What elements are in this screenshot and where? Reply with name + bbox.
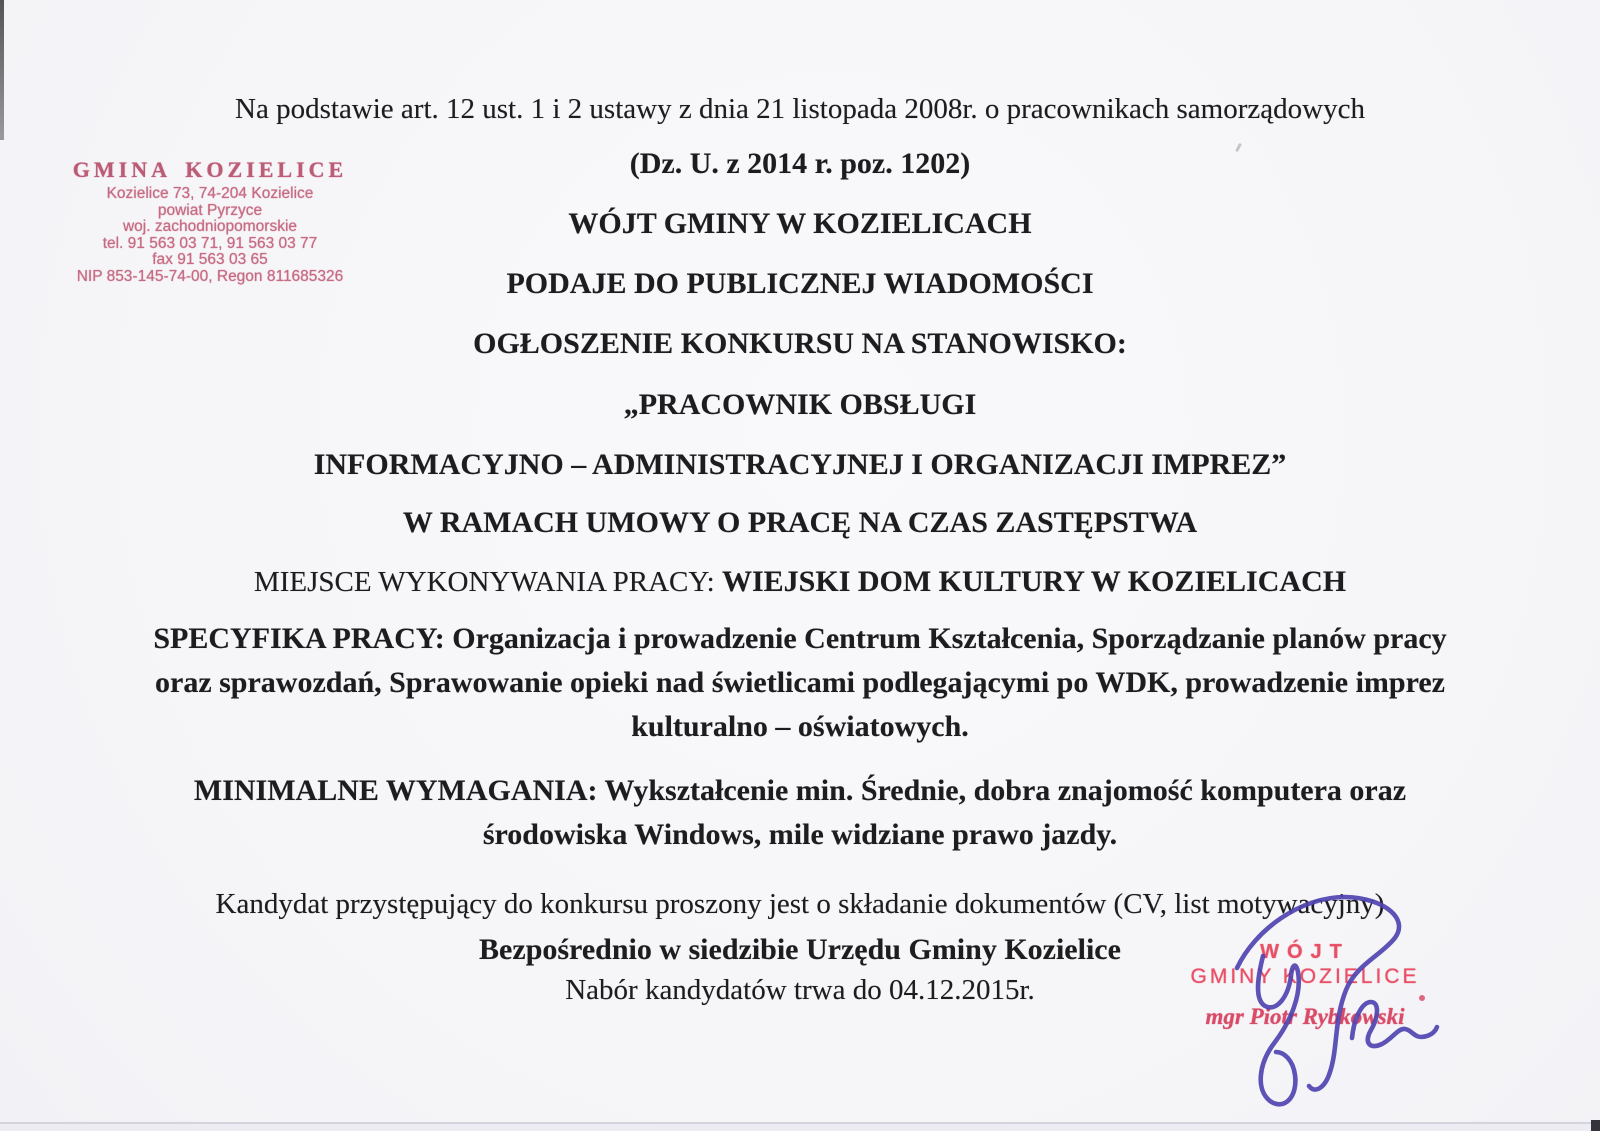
mayor-stamp xyxy=(1185,941,1425,1030)
application-line: Kandydat przystępujący do konkursu proszony jest o składanie dokumentów (CV, list motywacyjny) xyxy=(215,888,1385,920)
announcement-line: PODAJE DO PUBLICZNEJ WIADOMOŚCI xyxy=(506,267,1094,300)
job-description-line-3: kulturalno – oświatowych. xyxy=(631,710,969,743)
stamp-ink-dot xyxy=(1419,995,1425,1001)
contract-line: W RAMACH UMOWY O PRACĘ NA CZAS ZASTĘPSTWA xyxy=(402,506,1198,539)
municipality-stamp-address-5: fax 91 563 03 65 xyxy=(152,251,268,268)
scan-corner-mark xyxy=(1591,1120,1600,1131)
municipality-stamp-address-1: Kozielice 73, 74-204 Kozielice xyxy=(106,185,314,202)
application-place-line: Bezpośrednio w siedzibie Urzędu Gminy Kozielice xyxy=(479,933,1121,966)
municipality-stamp-title: GMINA KOZIELICE xyxy=(72,157,348,182)
position-line-2: INFORMACYJNO – ADMINISTRACYJNEJ I ORGANIZACJI IMPREZ” xyxy=(313,448,1287,481)
job-description-line-1: SPECYFIKA PRACY: Organizacja i prowadzenie Centrum Kształcenia, Sporządzanie planów pracy xyxy=(153,622,1447,655)
municipality-stamp-address-4: tel. 91 563 03 71, 91 563 03 77 xyxy=(102,234,318,252)
municipality-stamp-address-6: NIP 853-145-74-00, Regon 811685326 xyxy=(76,267,344,285)
workplace-value: WIEJSKI DOM KULTURY W KOZIELICACH xyxy=(721,565,1347,598)
requirements-line-1: MINIMALNE WYMAGANIA: Wykształcenie min. Średnie, dobra znajomość komputera oraz xyxy=(193,774,1407,807)
requirements-line-2: środowiska Windows, mile widziane prawo jazdy. xyxy=(482,818,1118,851)
intro-line: Na podstawie art. 12 ust. 1 i 2 ustawy z dnia 21 listopada 2008r. o pracownikach samorządowych xyxy=(235,93,1365,125)
municipality-stamp-address-2: powiat Pyrzyce xyxy=(157,201,263,219)
workplace-line xyxy=(0,565,1600,600)
municipality-stamp xyxy=(64,157,356,285)
position-line-1: „PRACOWNIK OBSŁUGI xyxy=(623,388,977,421)
job-description-line-2: oraz sprawozdań, Sprawowanie opieki nad świetlicami podlegającymi po WDK, prowadzenie imprez xyxy=(155,666,1445,699)
scan-edge-left xyxy=(0,0,4,140)
workplace-label: MIEJSCE WYKONYWANIA PRACY: xyxy=(253,566,722,598)
mayor-stamp-name: mgr Piotr Rybkowski xyxy=(1205,1004,1405,1029)
scan-bottom-area xyxy=(0,1124,1600,1131)
municipality-stamp-address-3: woj. zachodniopomorskie xyxy=(122,218,298,235)
mayor-stamp-title: WÓJT xyxy=(1260,941,1350,963)
authority-line: WÓJT GMINY W KOZIELICACH xyxy=(568,207,1032,240)
legal-ref-line: (Dz. U. z 2014 r. poz. 1202) xyxy=(629,147,971,180)
contest-line: OGŁOSZENIE KONKURSU NA STANOWISKO: xyxy=(473,327,1127,360)
mayor-stamp-subtitle: GMINY KOZIELICE xyxy=(1190,965,1420,988)
deadline-line: Nabór kandydatów trwa do 04.12.2015r. xyxy=(565,974,1035,1006)
